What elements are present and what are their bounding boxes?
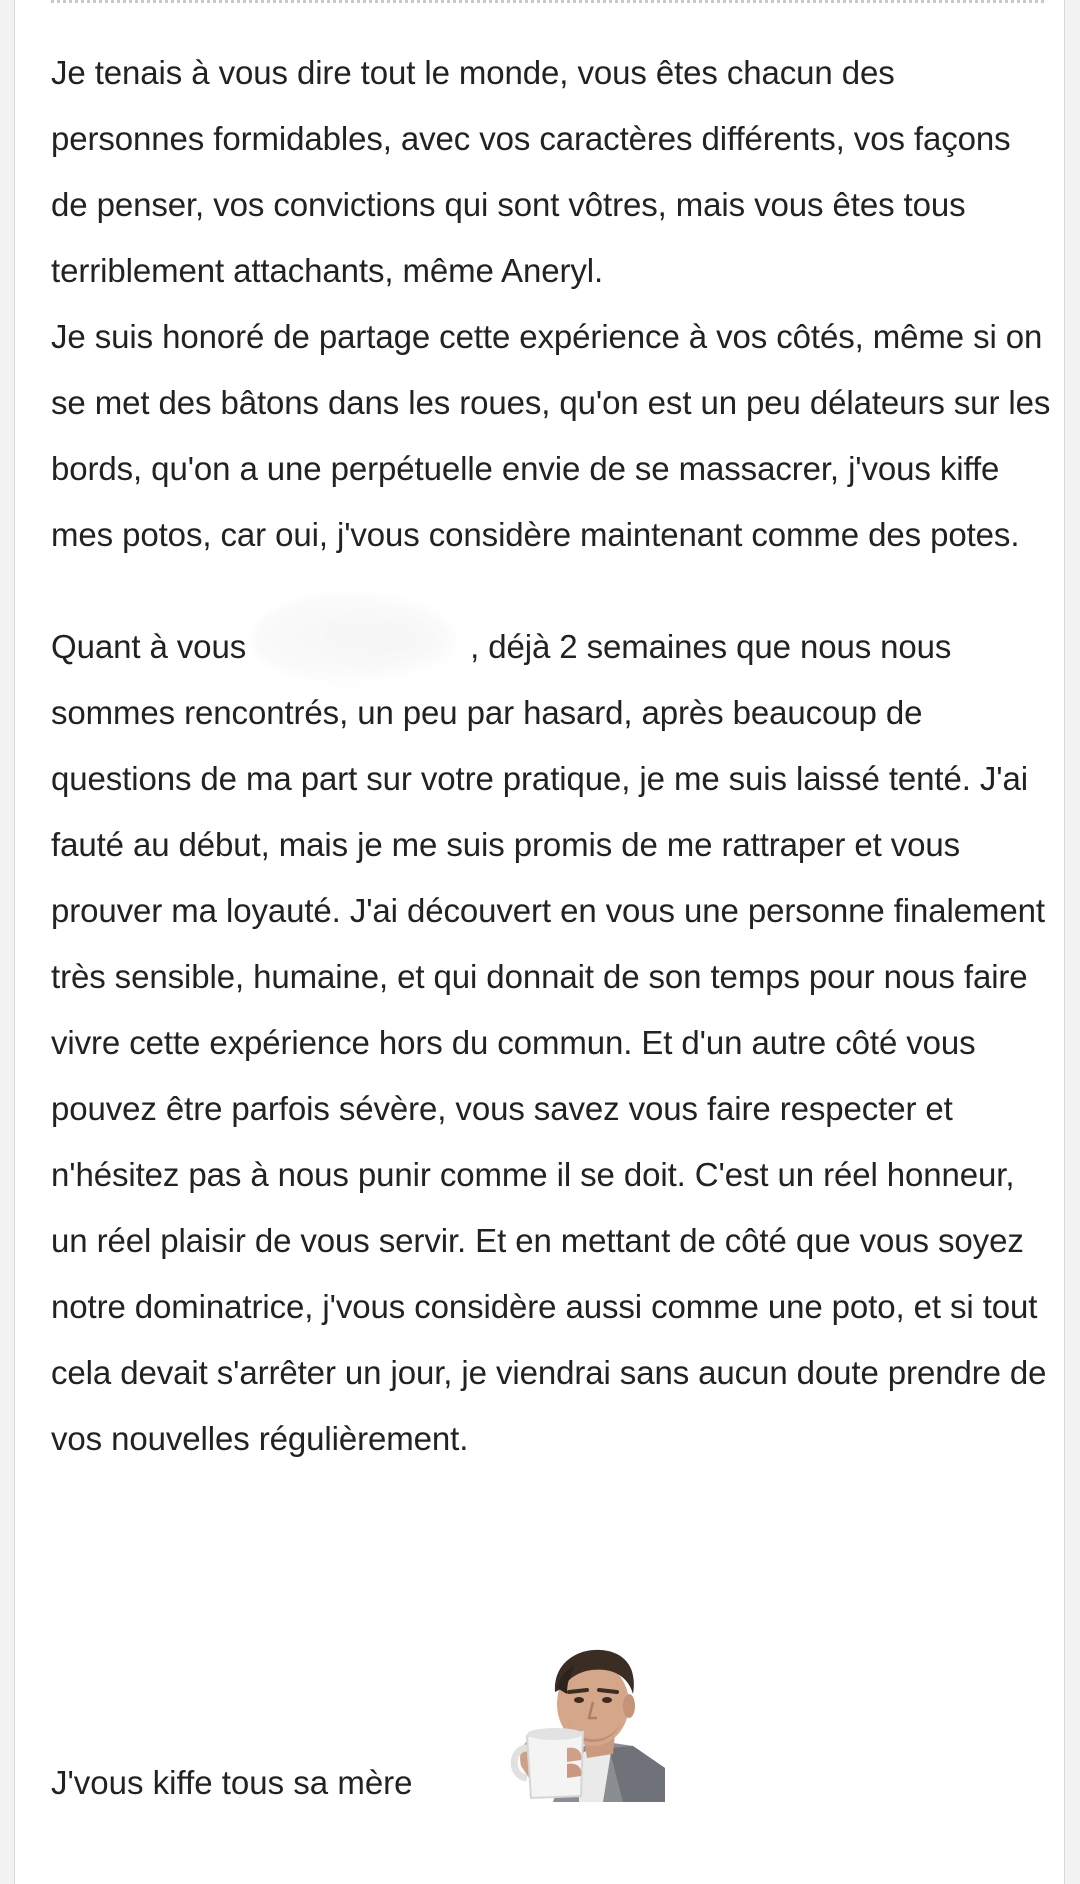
paragraph-3-intro: Quant à vous (51, 628, 247, 665)
post-body (51, 40, 1051, 1472)
redacted-name-blur (246, 612, 470, 672)
closing-row (51, 1645, 1051, 1805)
sticker-man-drinking-mug-icon (483, 1648, 665, 1802)
paragraph-3-body: , déjà 2 semaines que nous nous sommes rencontrés, un peu par hasard, après beaucoup de questions de ma part sur votre pratique, je me suis laissé tenté. J'ai fauté au début, mais je me suis promis de me rattraper et vous prouver ma loyauté. J'ai découvert en vous une personne finalement très sensible, humaine, et qui donnait de son temps pour nous faire vivre cette expérience hors du commun. Et d'un autre côté vous pouvez être parfois sévère, vous savez vous faire respecter et n'hésitez pas à nous punir comme il se doit. C'est un réel honneur, un réel plaisir de vous servir. Et en mettant de côté que vous soyez notre dominatrice, j'vous considère aussi comme une poto, et si tout cela devait s'arrêter un jour, je viendrai sans aucun doute prendre de vos nouvelles régulièrement. (51, 628, 1047, 1457)
post-paragraph-3 (51, 612, 1051, 1472)
post-separator (51, 0, 1044, 3)
post-paragraph-1: Je tenais à vous dire tout le monde, vous êtes chacun des personnes formidables, avec vos caractères différents, vos façons de penser, vos convictions qui sont vôtres, mais vous êtes tous terriblement attachants, même Aneryl. (51, 54, 1011, 289)
post-paragraph-2: Je suis honoré de partage cette expérience à vos côtés, même si on se met des bâtons dans les roues, qu'on est un peu délateurs sur les bords, qu'on a une perpétuelle envie de se massacrer, j'vous kiffe mes potos, car oui, j'vous considère maintenant comme des potes. (51, 318, 1051, 553)
forum-post (14, 0, 1065, 1884)
closing-line: J'vous kiffe tous sa mère (51, 1764, 413, 1801)
